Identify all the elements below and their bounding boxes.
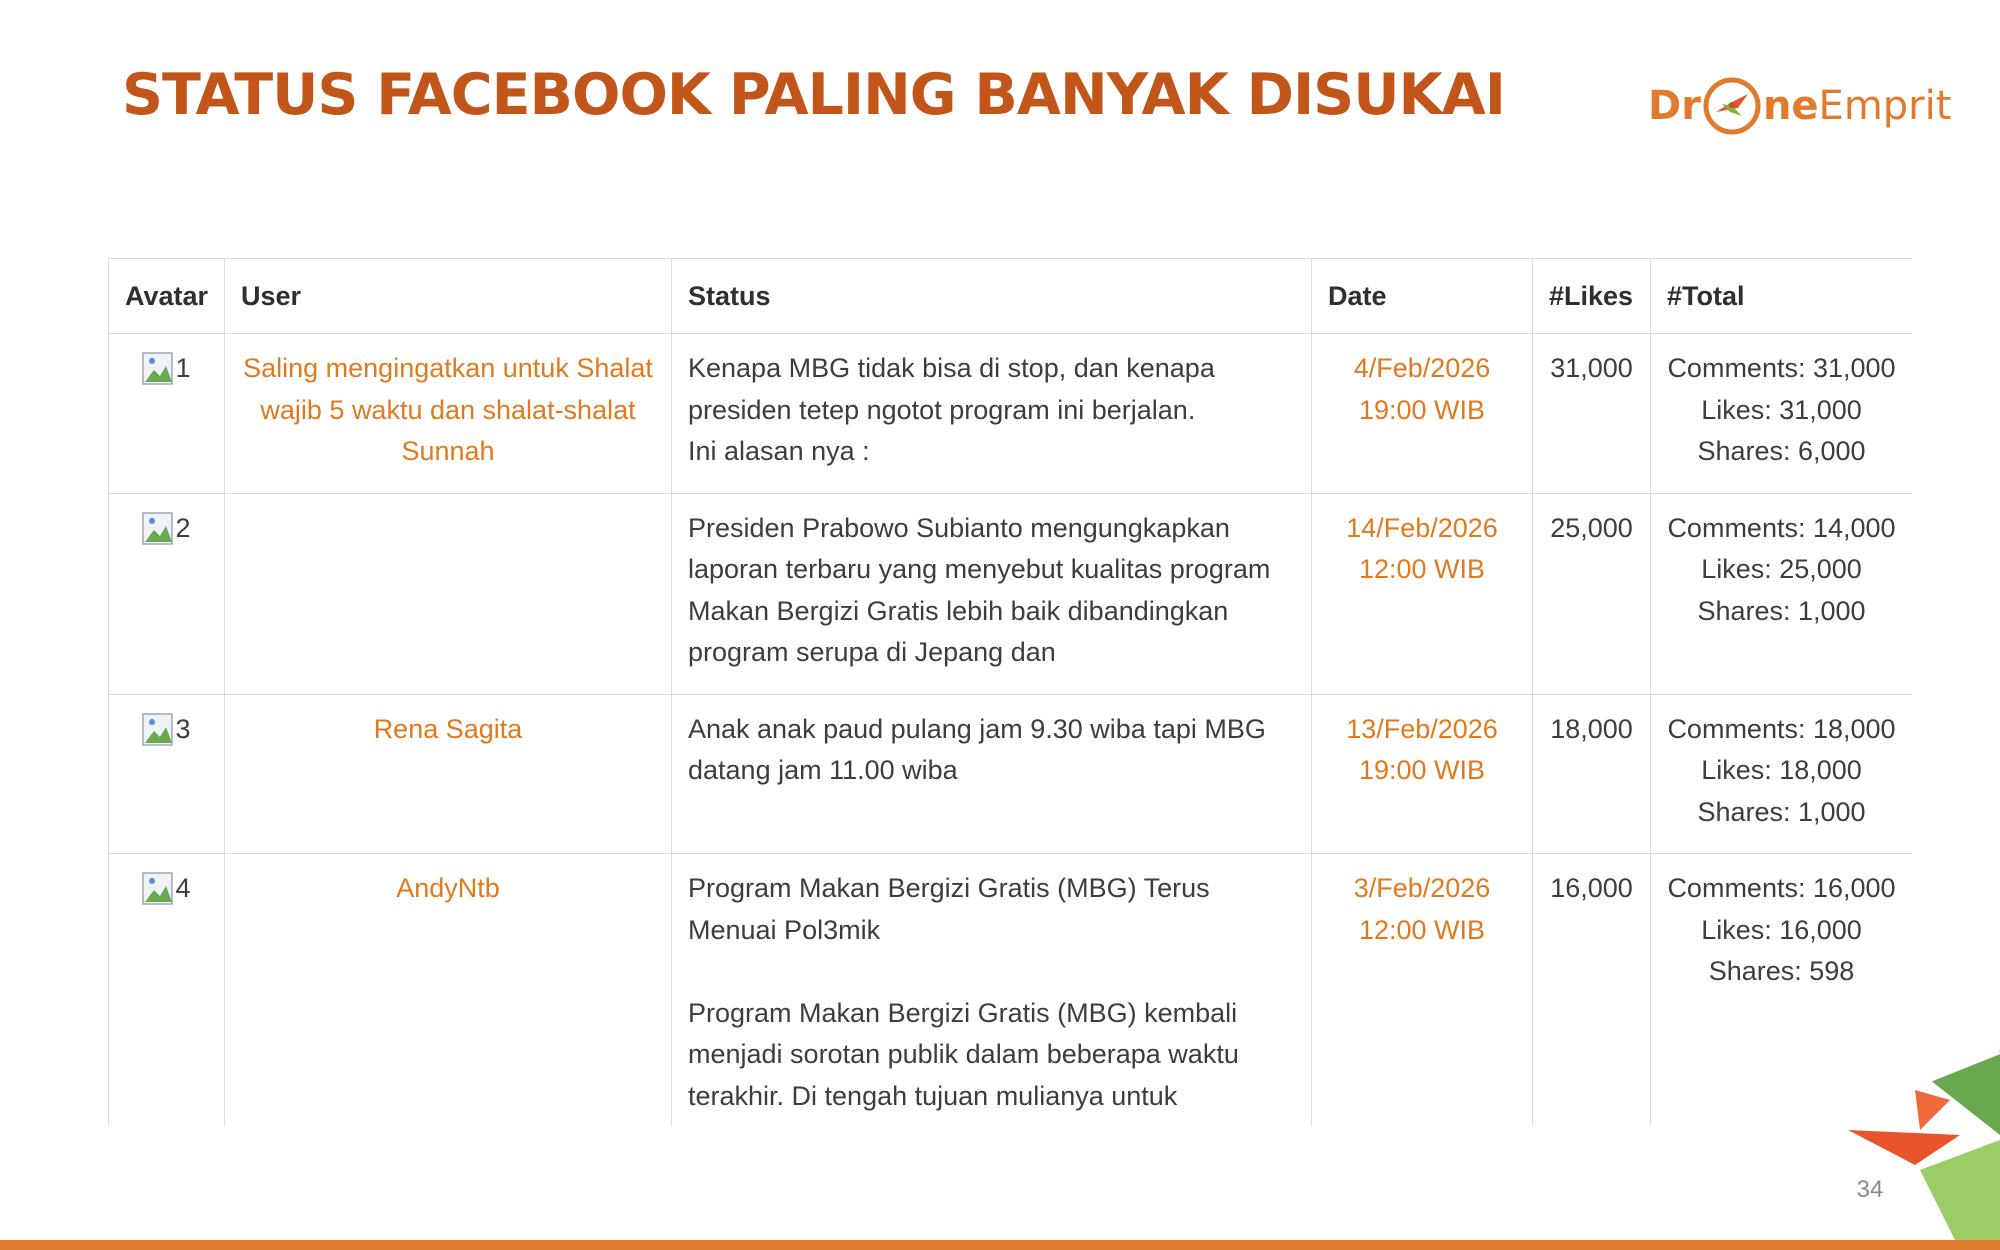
likes-count: 16,000 <box>1533 854 1651 1127</box>
header-likes[interactable]: #Likes <box>1533 259 1651 334</box>
post-time: 12:00 WIB <box>1358 554 1486 584</box>
broken-image-icon <box>142 872 175 905</box>
header-avatar[interactable]: Avatar <box>109 259 225 334</box>
broken-image-icon <box>142 713 175 746</box>
logo-text-ne: ne <box>1762 83 1819 129</box>
user-name[interactable]: Rena Sagita <box>225 694 672 854</box>
user-name[interactable]: AndyNtb <box>225 854 672 1127</box>
comments-total: Comments: 16,000 <box>1667 873 1896 903</box>
post-date: 14/Feb/2026 <box>1346 512 1498 543</box>
likes-total: Likes: 18,000 <box>1701 755 1862 785</box>
total-cell <box>1651 334 1913 494</box>
header-status[interactable]: Status <box>672 259 1312 334</box>
shares-total: Shares: 6,000 <box>1697 436 1866 466</box>
avatar[interactable] <box>142 508 190 550</box>
table-row <box>109 854 1913 1127</box>
date-cell[interactable] <box>1312 854 1533 1127</box>
avatar-alt-text: 1 <box>175 353 191 383</box>
shares-total: Shares: 1,000 <box>1697 595 1866 626</box>
likes-total: Likes: 25,000 <box>1701 554 1862 584</box>
table-row <box>109 694 1913 854</box>
avatar-cell <box>109 694 225 854</box>
avatar-cell <box>109 854 225 1127</box>
corner-decoration-graphic <box>1820 1040 2000 1250</box>
logo-text-emprit: Emprit <box>1818 83 1952 129</box>
status-text: Program Makan Bergizi Gratis (MBG) Terus Menuai Pol3mik Program Makan Bergizi Gratis (MBG) kembali menjadi sorotan publik dalam beberapa waktu terakhir. Di tengah tujuan mulianya untuk <box>672 854 1312 1127</box>
likes-count: 31,000 <box>1533 334 1651 494</box>
avatar-cell <box>109 334 225 494</box>
post-date: 13/Feb/2026 <box>1346 713 1498 744</box>
avatar-alt-text: 3 <box>175 713 191 744</box>
user-name[interactable]: Saling mengingatkan untuk Shalat wajib 5 waktu dan shalat-shalat Sunnah <box>225 334 672 494</box>
post-time: 19:00 WIB <box>1358 755 1486 785</box>
date-cell[interactable] <box>1312 493 1533 694</box>
header-user[interactable]: User <box>225 259 672 334</box>
avatar[interactable] <box>142 868 190 910</box>
page-number: 34 <box>1856 1176 1884 1203</box>
facebook-status-table-container[interactable] <box>108 258 1912 1126</box>
likes-count: 25,000 <box>1533 493 1651 694</box>
shares-total: Shares: 1,000 <box>1697 796 1866 827</box>
drone-logo-icon <box>1702 76 1762 136</box>
avatar-cell <box>109 493 225 694</box>
slide-title: STATUS FACEBOOK PALING BANYAK DISUKAI <box>122 62 1505 128</box>
post-date: 3/Feb/2026 <box>1353 873 1491 903</box>
table-header-row <box>109 259 1913 334</box>
comments-total: Comments: 18,000 <box>1667 713 1896 744</box>
broken-image-icon <box>142 352 175 385</box>
header-total[interactable]: #Total <box>1651 259 1913 334</box>
date-cell[interactable] <box>1312 694 1533 854</box>
post-date: 4/Feb/2026 <box>1353 353 1491 383</box>
facebook-status-table <box>108 258 1912 1126</box>
bottom-accent-bar <box>0 1240 2000 1250</box>
status-text: Kenapa MBG tidak bisa di stop, dan kenapa presiden tetep ngotot program ini berjalan. Ini alasan nya : <box>672 334 1312 494</box>
header-date[interactable]: Date <box>1312 259 1533 334</box>
avatar-alt-text: 2 <box>175 512 191 543</box>
status-text: Anak anak paud pulang jam 9.30 wiba tapi MBG datang jam 11.00 wiba <box>672 694 1312 854</box>
total-cell <box>1651 493 1913 694</box>
avatar-alt-text: 4 <box>175 873 191 903</box>
table-row <box>109 493 1913 694</box>
avatar[interactable] <box>142 348 190 390</box>
comments-total: Comments: 14,000 <box>1667 512 1896 543</box>
drone-emprit-logo <box>1648 70 1951 142</box>
post-time: 12:00 WIB <box>1358 914 1486 945</box>
date-cell[interactable] <box>1312 334 1533 494</box>
shares-total: Shares: 598 <box>1708 956 1855 986</box>
likes-total: Likes: 31,000 <box>1701 394 1862 425</box>
table-row <box>109 334 1913 494</box>
post-time: 19:00 WIB <box>1358 394 1486 425</box>
comments-total: Comments: 31,000 <box>1667 353 1896 383</box>
user-name[interactable] <box>225 493 672 694</box>
logo-text-dr: Dr <box>1648 83 1701 129</box>
likes-count: 18,000 <box>1533 694 1651 854</box>
total-cell <box>1651 694 1913 854</box>
status-text: Presiden Prabowo Subianto mengungkapkan laporan terbaru yang menyebut kualitas program Makan Bergizi Gratis lebih baik dibandingkan program serupa di Jepang dan <box>672 493 1312 694</box>
likes-total: Likes: 16,000 <box>1701 914 1862 945</box>
broken-image-icon <box>142 512 175 545</box>
avatar[interactable] <box>142 709 190 751</box>
